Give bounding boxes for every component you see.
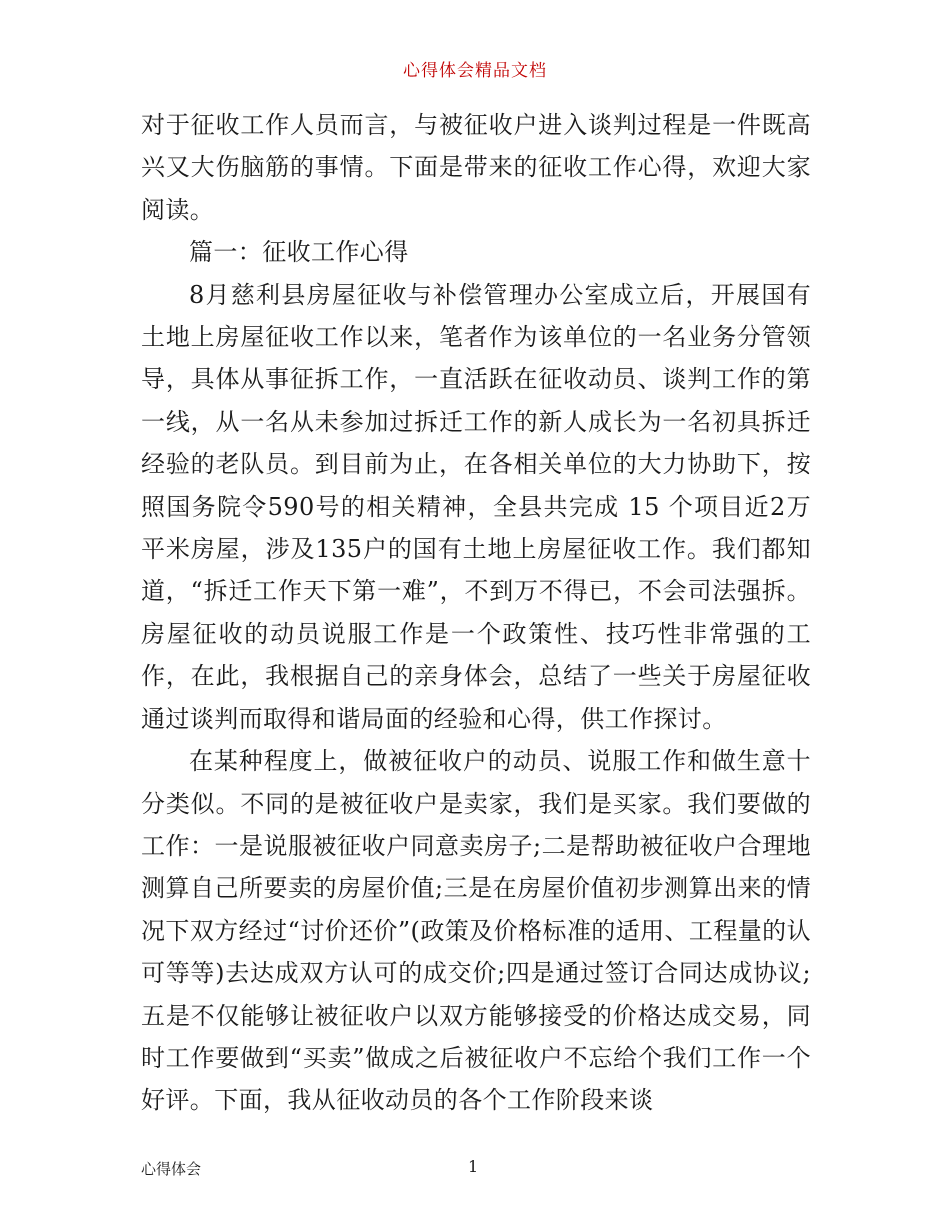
footer-label: 心得体会 — [141, 1160, 202, 1178]
page-number: 1 — [468, 1157, 479, 1176]
header-title: 心得体会精品文档 — [403, 61, 547, 81]
intro-paragraph: 对于征收工作人员而言，与被征收户进入谈判过程是一件既高兴又大伤脑筋的事情。下面是带来的征收工作心得，欢迎大家阅读。 — [141, 111, 811, 224]
body-paragraph: 在某种程度上，做被征收户的动员、说服工作和做生意十分类似。不同的是被征收户是卖家，我们是买家。我们要做的工作：一是说服被征收户同意卖房子;二是帮助被征收户合理地测算自己所要卖的房屋价值;三是在房屋价值初步测算出来的情况下双方经过“讨价还价”(政策及价格标准的适用、工程量的认可等等)去达成双方认可的成交价;四是通过签订合同达成协议;五是不仅能够让被征收户以双方能够接受的价格达成交易，同时工作要做到“买卖”做成之后被征收户不忘给个我们工作一个好评。下面，我从征收动员的各个工作阶段来谈 — [141, 747, 811, 1115]
section-heading: 篇一：征收工作心得 — [189, 238, 409, 267]
body-paragraph: 8月慈利县房屋征收与补偿管理办公室成立后，开展国有土地上房屋征收工作以来，笔者作为该单位的一名业务分管领导，具体从事征拆工作，一直活跃在征收动员、谈判工作的第一线，从一名从未参加过拆迁工作的新人成长为一名初具拆迁经验的老队员。到目前为止，在各相关单位的大力协助下，按照国务院令590号的相关精神，全县共完成 15 个项目近2万平米房屋，涉及135户的国有土地上房屋征收工作。我们都知道，“拆迁工作天下第一难”，不到万不得已，不会司法强拆。房屋征收的动员说服工作是一个政策性、技巧性非常强的工作，在此，我根据自己的亲身体会，总结了一些关于房屋征收通过谈判而取得和谐局面的经验和心得，供工作探讨。 — [141, 280, 811, 733]
document-body — [141, 104, 811, 1122]
